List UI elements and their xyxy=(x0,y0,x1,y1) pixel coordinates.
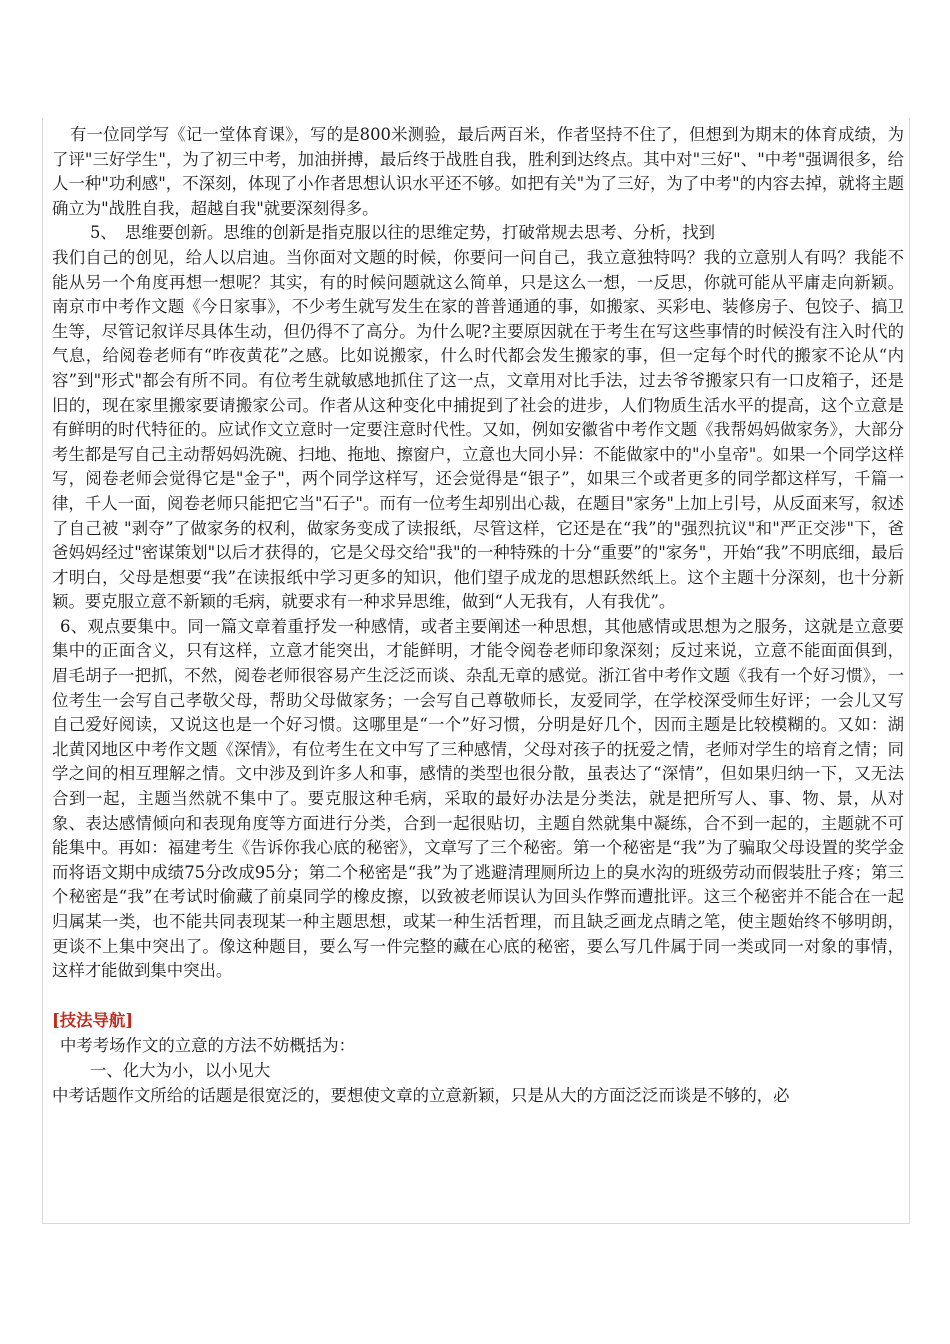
section-intro: 中考考场作文的立意的方法不妨概括为： xyxy=(60,1036,356,1056)
paragraph-point-5-body: 我们自己的创见，给人以启迪。当你面对文题的时候，你要问一问自己，我立意独特吗？我的立意别人有吗？我能不能从另一个角度再想一想呢？其实，有的时候问题就这么简单，只是这么一想，一反思，你就可能从平庸走向新颖。南京市中考作文题《今日家事》，不少考生就写发生在家的普普通通的事，如搬家、买彩电、装修房子、包饺子、搞卫生等，尽管记叙详尽具体生动，但仍得不了高分。为什么呢?主要原因就在于考生在写这些事情的时候没有注入时代的气息，给阅卷老师有“昨夜黄花”之感。比如说搬家，什么时代都会发生搬家的事，但一定每个时代的搬家不论从“内容”到"形式"都会有所不同。有位考生就敏感地抓住了这一点，文章用对比手法，过去爷爷搬家只有一口皮箱子，还是旧的，现在家里搬家要请搬家公司。作者从这种变化中捕捉到了社会的进步，人们物质生活水平的提高，这个立意是有鲜明的时代特征的。应试作文立意时一定要注意时代性。又如，例如安徽省中考作文题《我帮妈妈做家务》，大部分考生都是写自己主动帮妈妈洗碗、扫地、拖地、擦窗户，立意也大同小异：不能做家中的"小皇帝"。如果一个同学这样写，阅卷老师会觉得它是"金子"，两个同学这样写，还会觉得是“银子”，如果三个或者更多的同学都这样写，千篇一律，千人一面，阅卷老师只能把它当"石子"。而有一位考生却别出心裁，在题目"家务"上加上引号，从反面来写，叙述了自己被 "剥夺”了做家务的权利，做家务变成了读报纸，尽管这样，它还是在“我”的"强烈抗议"和"严正交涉"下，爸爸妈妈经过"密谋策划"以后才获得的，它是父母交给"我"的一种特殊的十分“重要”的"家务"，开始“我”不明底细，最后才明白，父母是想要“我”在读报纸中学习更多的知识，他们望子成龙的思想跃然纸上。这个主题十分深刻，也十分新颖。要克服立意不新颖的毛病，就要求有一种求异思维，做到“人无我有，人有我优”。 xyxy=(52,247,904,612)
spacer xyxy=(52,984,904,1009)
paragraph-example-pe-class: 有一位同学写《记一堂体育课》，写的是800米测验，最后两百米，作者坚持不住了，但想到为期末的体育成绩，为了评"三好学生"，为了初三中考，加油拼搏，最后终于战胜自我，胜利到达终点。其中对"三好"、"中考"强调很多，给人一种"功利感"，不深刻，体现了小作者思想认识水平还不够。如把有关"为了三好，为了中考"的内容去掉，就将主题确立为"战胜自我，超越自我"就要深刻得多。 xyxy=(52,125,904,218)
section-body-text: 中考话题作文所给的话题是很宽泛的，要想使文章的立意新颖，只是从大的方面泛泛而谈是不够的，必 xyxy=(52,1085,790,1105)
paragraph-point-5-heading: 5、 思维要创新。思维的创新是指克服以往的思维定势，打破常规去思考、分析，找到 xyxy=(90,223,716,243)
paragraph-point-6: 6、观点要集中。同一篇文章着重抒发一种感情，或者主要阐述一种思想，其他感情或思想为之服务，这就是立意要集中的正面含义，只有这样，立意才能突出，才能鲜明，才能令阅卷老师印象深刻；反过来说，立意不能面面俱到，眉毛胡子一把抓，不然，阅卷老师很容易产生泛泛而谈、杂乱无章的感觉。浙江省中考作文题《我有一个好习惯》，一位考生一会写自己孝敬父母，帮助父母做家务；一会写自己尊敬师长，友爱同学，在学校深受师生好评；一会儿又写自己爱好阅读，又说这也是一个好习惯。这哪里是“一个”好习惯，分明是好几个，因而主题是比较模糊的。又如：湖北黄冈地区中考作文题《深情》，有位考生在文中写了三种感情，父母对孩子的抚爱之情，老师对学生的培育之情；同学之间的相互理解之情。文中涉及到许多人和事，感情的类型也很分散，虽表达了“深情”，但如果归纳一下，又无法合到一起，主题当然就不集中了。要克服这种毛病，采取的最好办法是分类法，就是把所写人、事、物、景，从对象、表达感情倾向和表现角度等方面进行分类，合到一起很贴切，主题自然就集中凝练，合不到一起的，主题就不可能集中。再如：福建考生《告诉你我心底的秘密》，文章写了三个秘密。第一个秘密是“我”为了骗取父母设置的奖学金而将语文期中成绩75分改成95分；第二个秘密是“我”为了逃避清理厕所边上的臭水沟的班级劳动而假装肚子疼；第三个秘密是“我”在考试时偷藏了前桌同学的橡皮擦，以致被老师误认为回头作弊而遭批评。这三个秘密并不能合在一起归属某一类，也不能共同表现某一种主题思想，或某一种生活哲理，而且缺乏画龙点睛之笔，使主题始终不够明朗，更谈不上集中突出了。像这种题目，要么写一件完整的藏在心底的秘密，要么写几件属于同一类或同一对象的事情，这样才能做到集中突出。 xyxy=(52,616,904,981)
document-page xyxy=(42,118,910,1224)
document-body xyxy=(52,123,904,1108)
section-heading-technique: [技法导航] xyxy=(52,1011,134,1031)
section-subheading: 一、化大为小，以小见大 xyxy=(90,1060,271,1080)
